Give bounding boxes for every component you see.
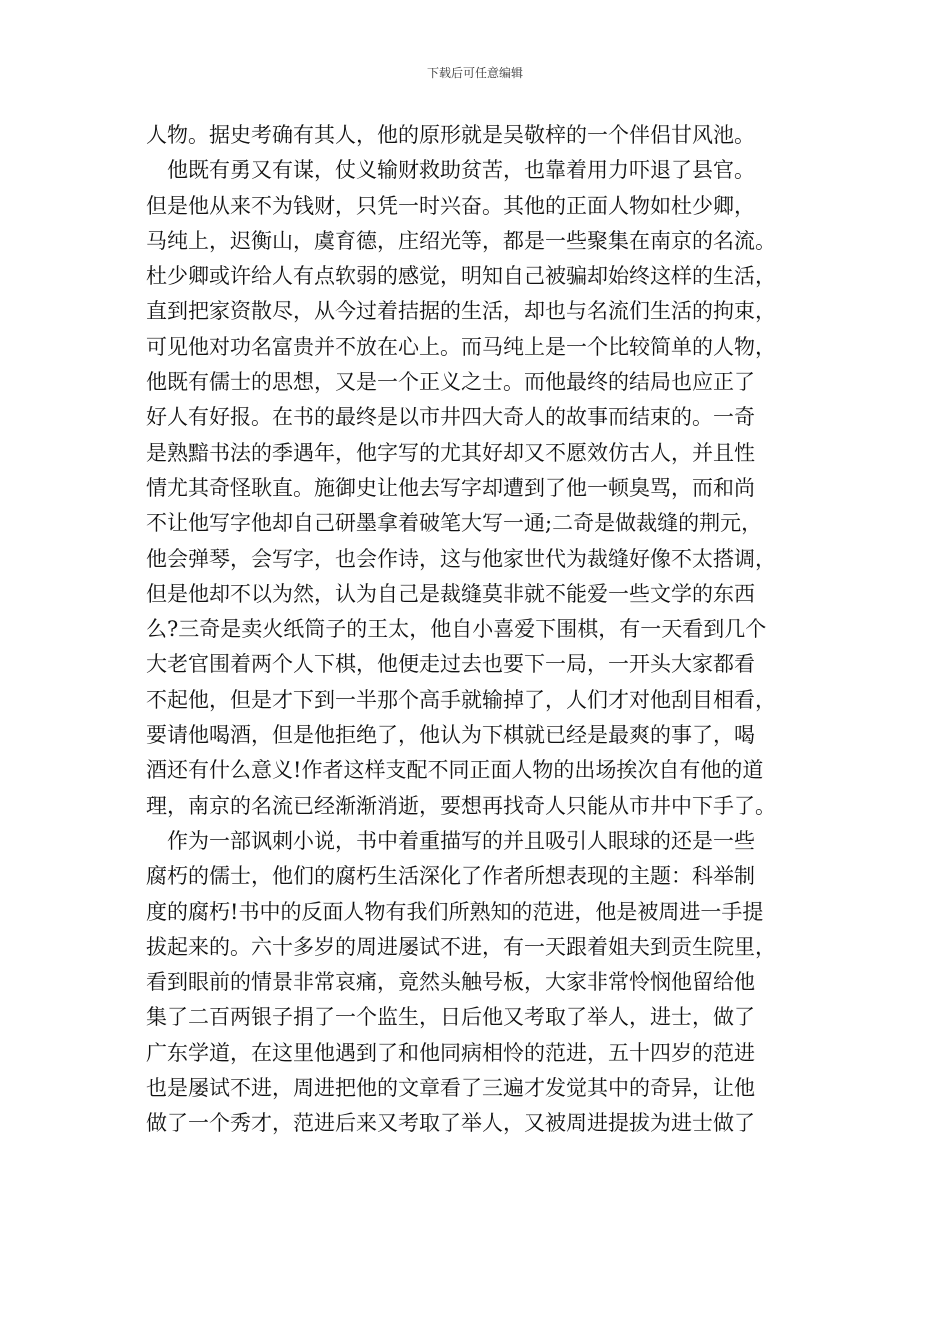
text-line: 看到眼前的情景非常哀痛，竟然头触号板，大家非常怜悯他留给他	[146, 970, 755, 995]
text-line: 不起他，但是才下到一半那个高手就输掉了，人们才对他刮目相看，	[146, 687, 776, 712]
text-line: 情尤其奇怪耿直。施御史让他去写字却遭到了他一顿臭骂，而和尚	[146, 475, 755, 500]
text-line: 要请他喝酒，但是他拒绝了，他认为下棋就已经是最爽的事了，喝	[146, 723, 755, 748]
text-line: 作为一部讽刺小说，书中着重描写的并且吸引人眼球的还是一些	[167, 828, 755, 853]
text-line: 度的腐朽!书中的反面人物有我们所熟知的范进，他是被周进一手提	[146, 899, 764, 924]
text-line: 广东学道，在这里他遇到了和他同病相怜的范进，五十四岁的范进	[146, 1040, 755, 1065]
page-header: 下载后可任意编辑	[426, 66, 523, 80]
text-line: 他既有勇又有谋，仗义输财救助贫苦，也靠着用力吓退了县官。	[167, 158, 755, 183]
text-line: 但是他从来不为钱财，只凭一时兴奋。其他的正面人物如杜少卿，	[146, 193, 755, 218]
text-line: 马纯上，迟衡山，虞育德，庄绍光等，都是一些聚集在南京的名流。	[146, 228, 776, 253]
text-line: 拔起来的。六十多岁的周进屡试不进，有一天跟着姐夫到贡生院里，	[146, 934, 776, 959]
text-line: 也是屡试不进，周进把他的文章看了三遍才发觉其中的奇异，让他	[146, 1076, 755, 1101]
text-line: 好人有好报。在书的最终是以市井四大奇人的故事而结束的。一奇	[146, 405, 755, 430]
text-line: 大老官围着两个人下棋，他便走过去也要下一局，一开头大家都看	[146, 652, 755, 677]
text-line: 直到把家资散尽，从今过着拮据的生活，却也与名流们生活的拘束，	[146, 299, 776, 324]
text-line: 是熟黯书法的季遇年，他字写的尤其好却又不愿效仿古人，并且性	[146, 440, 755, 465]
text-line: 腐朽的儒士，他们的腐朽生活深化了作者所想表现的主题：科举制	[146, 864, 755, 889]
text-line: 但是他却不以为然，认为自己是裁缝莫非就不能爱一些文学的东西	[146, 581, 755, 606]
text-line: 可见他对功名富贵并不放在心上。而马纯上是一个比较简单的人物，	[146, 334, 776, 359]
text-line: 酒还有什么意义!作者这样支配不同正面人物的出场挨次自有他的道	[146, 758, 764, 783]
text-line: 集了二百两银子捐了一个监生，日后他又考取了举人，进士，做了	[146, 1005, 755, 1030]
text-line: 做了一个秀才，范进后来又考取了举人，又被周进提拔为进士做了	[146, 1111, 755, 1136]
text-line: 么?三奇是卖火纸筒子的王太，他自小喜爱下围棋，有一天看到几个	[146, 617, 767, 642]
text-line: 他既有儒士的思想，又是一个正义之士。而他最终的结局也应正了	[146, 370, 755, 395]
text-line: 他会弹琴，会写字，也会作诗，这与他家世代为裁缝好像不太搭调，	[146, 546, 776, 571]
text-line: 不让他写字他却自己研墨拿着破笔大写一通;二奇是做裁缝的荆元，	[146, 511, 763, 536]
text-line: 人物。据史考确有其人，他的原形就是吴敬梓的一个伴侣甘风池。	[146, 123, 755, 147]
text-line: 理，南京的名流已经渐渐消逝，要想再找奇人只能从市井中下手了。	[146, 793, 776, 818]
document-body	[146, 118, 826, 1142]
text-line: 杜少卿或许给人有点软弱的感觉，明知自己被骗却始终这样的生活，	[146, 264, 776, 289]
